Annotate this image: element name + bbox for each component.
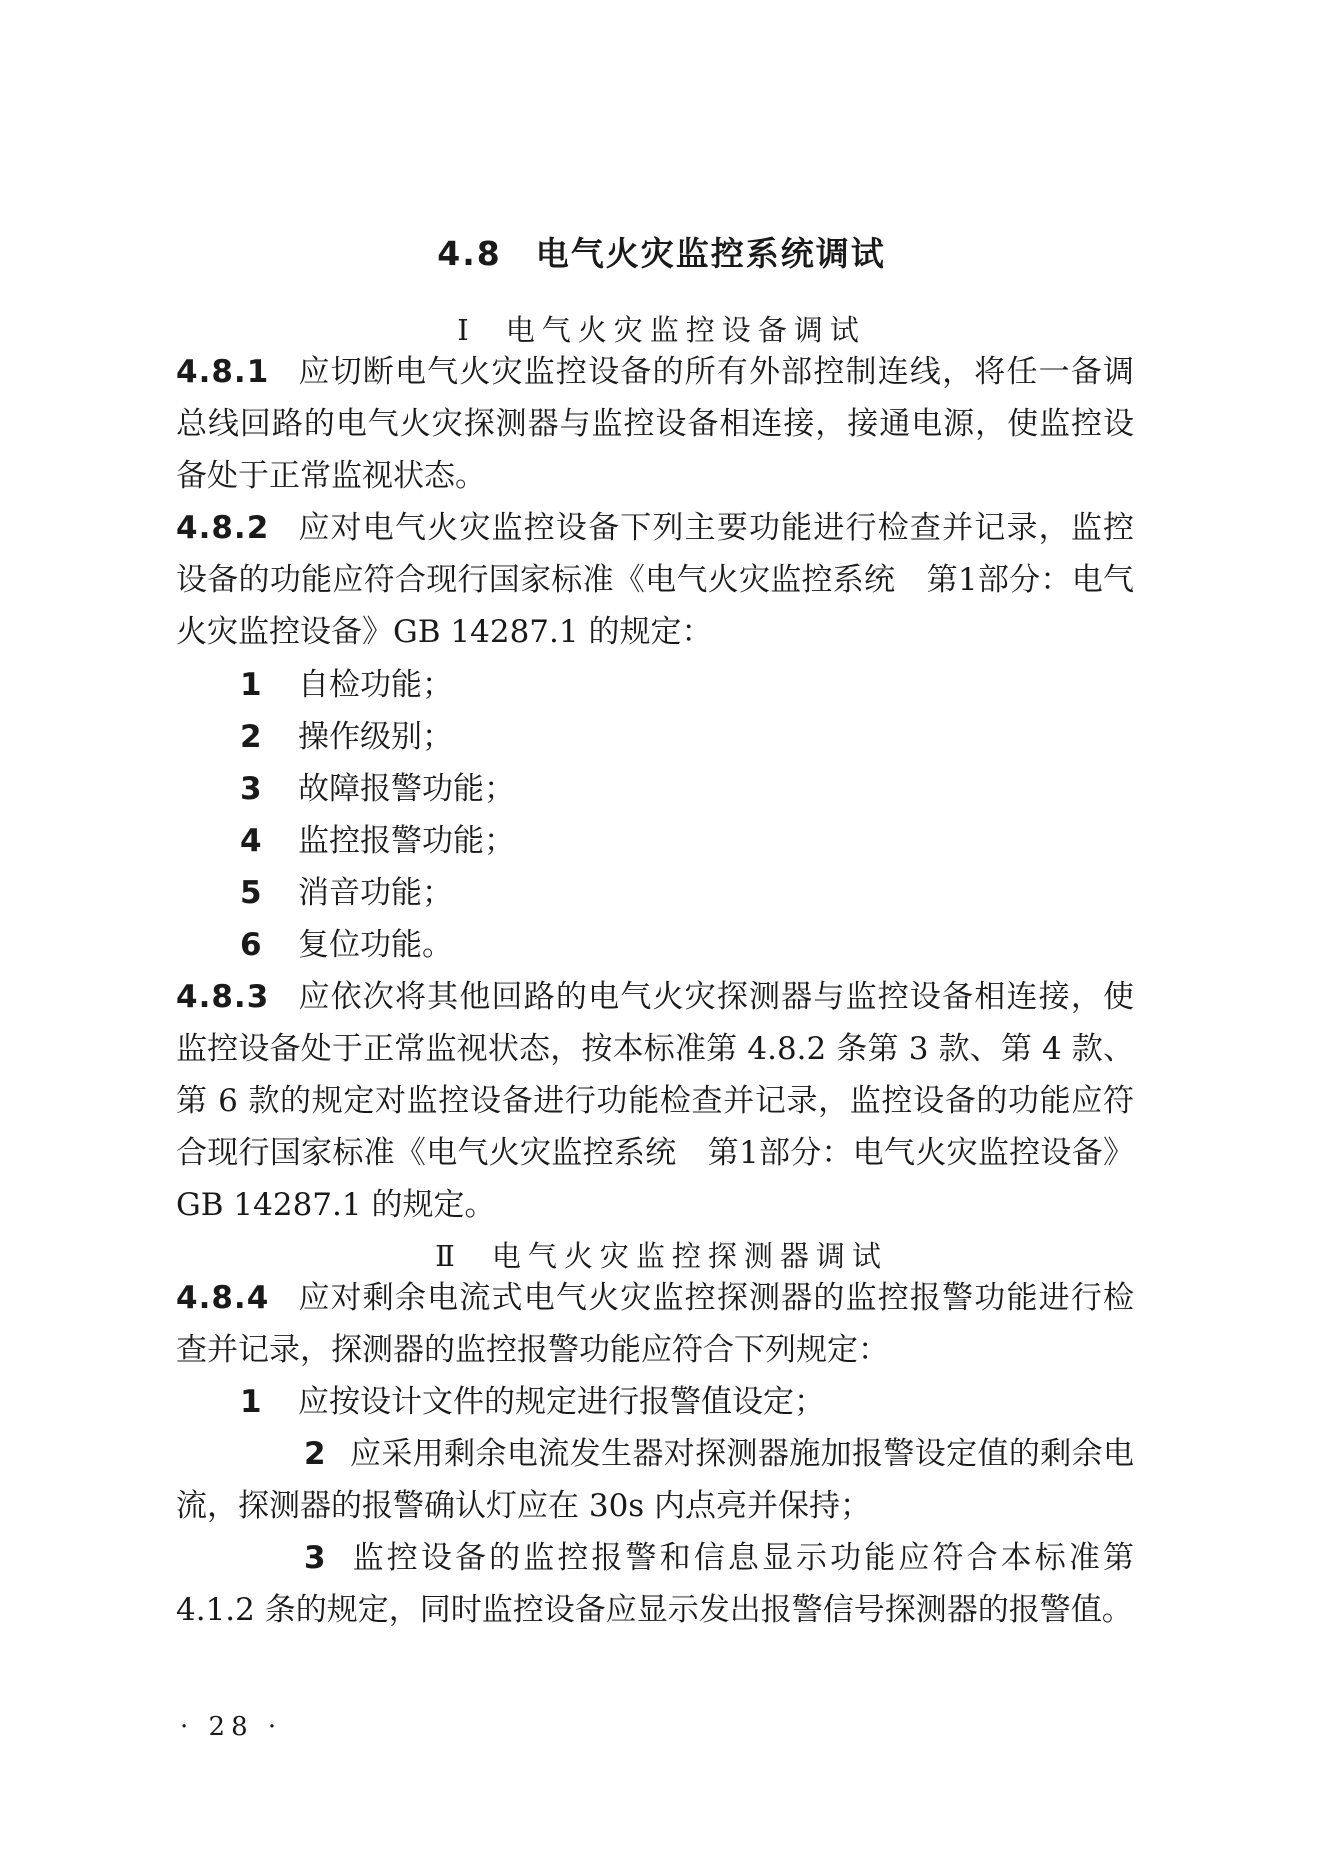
- item-number: 1: [240, 1384, 262, 1420]
- list-item: [240, 919, 453, 971]
- item-number: 2: [240, 719, 262, 755]
- clause-4-8-2: [176, 502, 1134, 658]
- clause-number: 4.8.4: [176, 1280, 270, 1316]
- item-text: 应按设计文件的规定进行报警值设定；: [298, 1384, 825, 1420]
- item-text: 监控设备的监控报警和信息显示功能应符合本标准第 4.1.2 条的规定，同时监控设备应显示发出报警信号探测器的报警值。: [176, 1540, 1134, 1628]
- list-item: [240, 763, 515, 815]
- subsection-heading-1: [0, 308, 1323, 349]
- item-number: 4: [240, 823, 262, 859]
- clause-4-8-1: [176, 346, 1134, 502]
- clause-text: 应切断电气火灾监控设备的所有外部控制连线，将任一备调总线回路的电气火灾探测器与监控设备相连接，接通电源，使监控设备处于正常监视状态。: [176, 354, 1134, 494]
- clause-4-8-3: [176, 971, 1134, 1231]
- item-text: 操作级别；: [298, 719, 453, 755]
- item-number: 6: [240, 927, 262, 963]
- clause-number: 4.8.1: [176, 354, 270, 390]
- subsection-title: 电气火灾监控设备调试: [505, 313, 866, 347]
- item-text: 监控报警功能；: [298, 823, 515, 859]
- clause-text: 应对电气火灾监控设备下列主要功能进行检查并记录，监控设备的功能应符合现行国家标准《电气火灾监控系统 第1部分：电气火灾监控设备》GB 14287.1 的规定：: [176, 510, 1134, 650]
- list-item: [240, 1376, 825, 1428]
- section-title-text: 电气火灾监控系统调试: [535, 234, 886, 273]
- list-item-paragraph: [176, 1532, 1134, 1636]
- clause-text: 应对剩余电流式电气火灾监控探测器的监控报警功能进行检查并记录，探测器的监控报警功能应符合下列规定：: [176, 1280, 1134, 1368]
- subsection-title: 电气火灾监控探测器调试: [491, 1239, 888, 1273]
- item-number: 3: [304, 1540, 326, 1576]
- list-item: [240, 659, 453, 711]
- item-text: 应采用剩余电流发生器对探测器施加报警设定值的剩余电流，探测器的报警确认灯应在 30s 内点亮并保持；: [176, 1436, 1134, 1524]
- item-number: 3: [240, 771, 262, 807]
- item-number: 1: [240, 667, 262, 703]
- clause-4-8-4: [176, 1272, 1134, 1376]
- page-number: · 28 ·: [180, 1712, 283, 1742]
- clause-text: 应依次将其他回路的电气火灾探测器与监控设备相连接，使监控设备处于正常监视状态，按本标准第 4.8.2 条第 3 款、第 4 款、第 6 款的规定对监控设备进行功能检查并记录，监控设备的功能应符合现行国家标准《电气火灾监控系统 第1部分：电气火灾监控设备》GB 14287.1 的规定。: [176, 979, 1134, 1223]
- item-text: 消音功能；: [298, 875, 453, 911]
- list-item-paragraph: [176, 1428, 1134, 1532]
- list-item: [240, 711, 453, 763]
- clause-number: 4.8.2: [176, 510, 270, 546]
- clause-number: 4.8.3: [176, 979, 270, 1015]
- list-item: [240, 867, 453, 919]
- section-heading: [0, 228, 1323, 275]
- item-number: 2: [304, 1436, 326, 1472]
- item-text: 自检功能；: [298, 667, 453, 703]
- section-number: 4.8: [437, 234, 502, 273]
- subsection-heading-2: [0, 1234, 1323, 1275]
- subsection-roman-numeral: Ⅱ: [435, 1239, 462, 1273]
- subsection-roman-numeral: Ⅰ: [457, 313, 476, 347]
- item-text: 故障报警功能；: [298, 771, 515, 807]
- item-text: 复位功能。: [298, 927, 453, 963]
- list-item: [240, 815, 515, 867]
- item-number: 5: [240, 875, 262, 911]
